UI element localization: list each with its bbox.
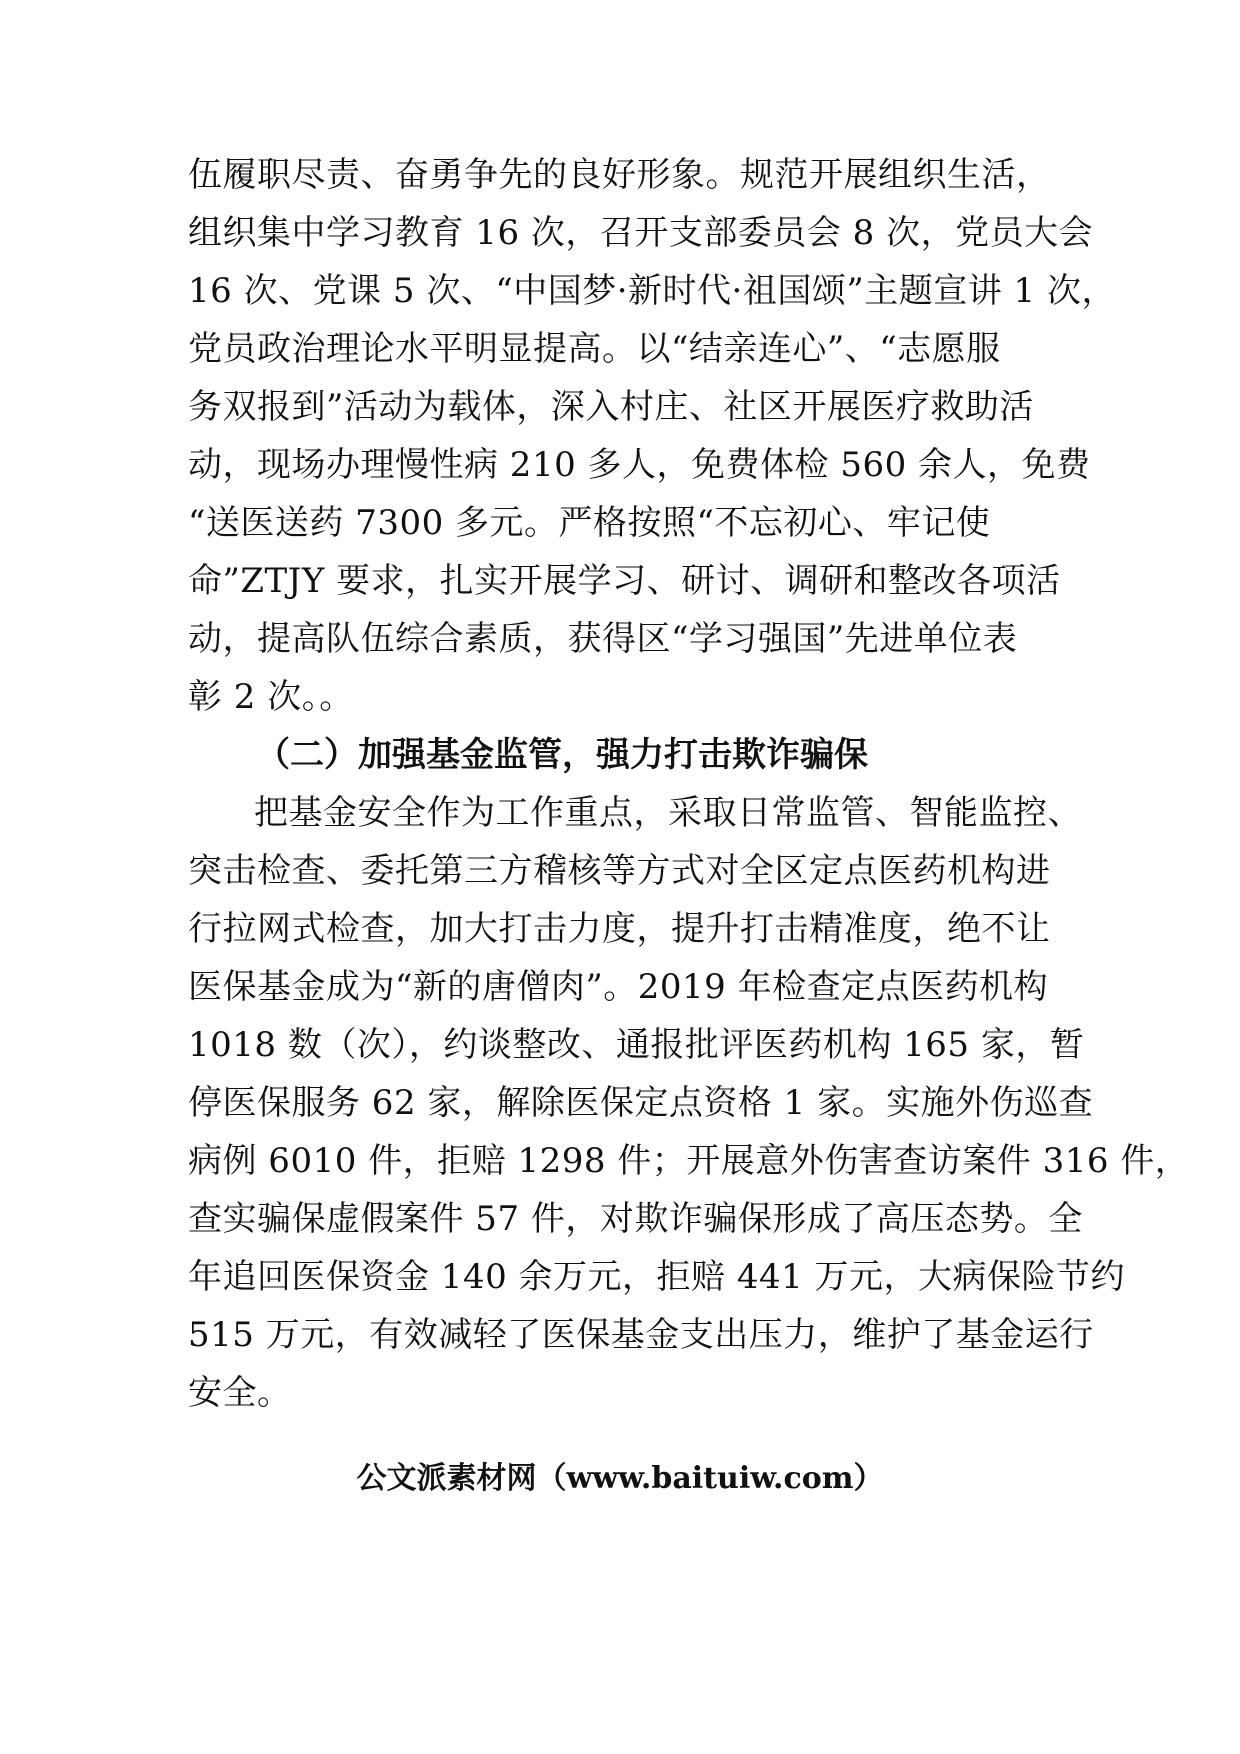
text-line: 年追回医保资金 140 余万元，拒赔 441 万元，大病保险节约	[188, 1257, 1126, 1297]
text-line: 突击检查、委托第三方稽核等方式对全区定点医药机构进	[188, 851, 1051, 891]
text-line: 党员政治理论水平明显提高。以“结亲连心”、“志愿服	[188, 329, 1001, 369]
text-line: 病例 6010 件，拒赔 1298 件；开展意外伤害查访案件 316 件，	[188, 1141, 1190, 1181]
footer-watermark: 公文派素材网（www.baituiw.com）	[356, 1461, 884, 1496]
section-heading: （二）加强基金监管，强力打击欺诈骗保	[256, 735, 868, 775]
text-line: 伍履职尽责、奋勇争先的良好形象。规范开展组织生活，	[188, 155, 1051, 195]
text-line: 把基金安全作为工作重点，采取日常监管、智能监控、	[254, 793, 1082, 833]
text-line: 查实骗保虚假案件 57 件，对欺诈骗保形成了高压态势。全	[188, 1199, 1083, 1239]
text-line: 停医保服务 62 家，解除医保定点资格 1 家。实施外伤巡查	[188, 1083, 1094, 1123]
text-line: 16 次、党课 5 次、“中国梦·新时代·祖国颂”主题宣讲 1 次，	[188, 271, 1116, 311]
text-line: 515 万元，有效减轻了医保基金支出压力，维护了基金运行	[188, 1315, 1094, 1355]
text-line: 医保基金成为“新的唐僧肉”。2019 年检查定点医药机构	[188, 967, 1049, 1007]
text-line: 彰 2 次。。	[188, 677, 354, 717]
text-line: 1018 数（次），约谈整改、通报批评医药机构 165 家，暂	[188, 1025, 1085, 1065]
text-line: 安全。	[188, 1373, 292, 1413]
text-line: 组织集中学习教育 16 次，召开支部委员会 8 次，党员大会	[188, 213, 1094, 253]
text-line: 命”ZTJY 要求，扎实开展学习、研讨、调研和整改各项活	[188, 561, 1061, 601]
text-line: 动，提高队伍综合素质，获得区“学习强国”先进单位表	[188, 619, 1018, 659]
text-line: 行拉网式检查，加大打击力度，提升打击精准度，绝不让	[188, 909, 1051, 949]
text-line: 动，现场办理慢性病 210 多人，免费体检 560 余人，免费	[188, 445, 1091, 485]
text-line: “送医送药 7300 多元。严格按照“不忘初心、牢记使	[188, 503, 991, 543]
text-line: 务双报到”活动为载体，深入村庄、社区开展医疗救助活	[188, 387, 1034, 427]
